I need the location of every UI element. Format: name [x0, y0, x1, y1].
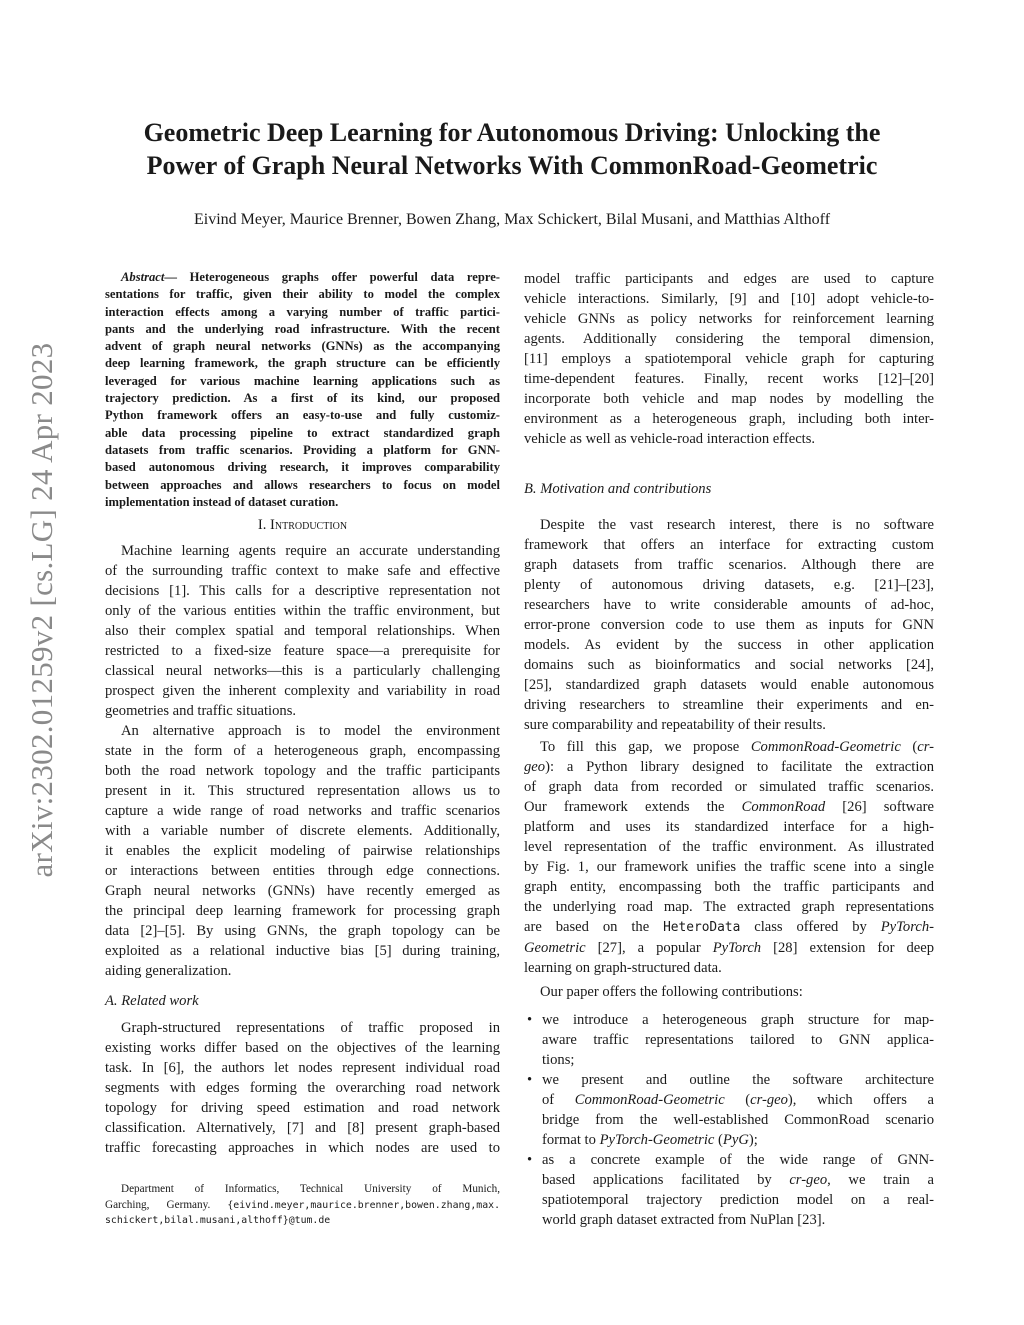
text-line: [105, 390, 500, 407]
text-line: [105, 781, 500, 801]
related-work-continued: [524, 269, 934, 449]
text-span: vehicle GNNs as policy networks for reinforcement learning: [524, 311, 934, 327]
text-line: [524, 555, 934, 575]
text-span: sure comparability and repeatability of their results.: [524, 717, 826, 733]
contribution-item: [524, 1150, 934, 1230]
motivation-body: [524, 515, 934, 1002]
text-span: plenty of autonomous driving datasets, e.g. [21]–[23],: [524, 577, 934, 593]
text-span: datasets from traffic scenarios. Providing a platform for GNN-: [105, 442, 500, 457]
text-span: of the surrounding traffic context to make safe and effective: [105, 563, 500, 579]
text-span: able data processing pipeline to extract standardized graph: [105, 425, 500, 440]
bullet-icon: •: [527, 1072, 533, 1088]
contributions-list: [524, 1010, 934, 1230]
text-line: [524, 817, 934, 837]
text-span: segments with edges forming the overarching road network: [105, 1080, 500, 1096]
text-line: [524, 695, 934, 715]
text-span: );: [748, 1132, 758, 1148]
text-line: [524, 982, 934, 1002]
text-span: spatiotemporal trajectory prediction model on a real-: [542, 1192, 934, 1208]
subsection-heading-related-work: A. Related work: [105, 993, 199, 1009]
text-line: [105, 1118, 500, 1138]
text-line: [105, 459, 500, 476]
text-line: [105, 721, 500, 741]
text-span: incorporate both vehicle and map nodes by modelling the: [524, 391, 934, 407]
text-line: [105, 1078, 500, 1098]
abstract: [105, 269, 500, 511]
text-line: [524, 777, 934, 797]
text-span: also their complex spatial and temporal relationships. When: [105, 623, 500, 639]
text-line: [105, 941, 500, 961]
text-span: ): a Python library designed to facilitate the extraction: [545, 759, 934, 775]
text-span: — Heterogeneous graphs offer powerful data repre-: [164, 270, 500, 284]
text-line: [524, 389, 934, 409]
related-work-paragraph: [105, 1018, 500, 1158]
text-span: of: [542, 1092, 575, 1108]
text-span: cr-: [917, 739, 934, 755]
item-text: [542, 1150, 934, 1230]
text-line: [542, 1210, 934, 1230]
text-line: [105, 541, 500, 561]
text-line: [105, 881, 500, 901]
text-line: [524, 615, 934, 635]
text-span: graph entity, encompassing both the traffic participants and: [524, 879, 934, 895]
text-line: [105, 921, 500, 941]
text-line: [524, 575, 934, 595]
paragraph: [524, 515, 934, 735]
text-span: (: [714, 1132, 723, 1148]
text-span: Machine learning agents require an accurate understanding: [121, 543, 500, 559]
text-span: [11] employs a spatiotemporal vehicle graph for capturing: [524, 351, 934, 367]
text-line: [105, 1182, 500, 1198]
text-span: sentations for traffic, given their ability to model the complex: [105, 287, 500, 302]
paper-title: [0, 116, 1024, 182]
text-span: bridge from the well-established CommonRoad scenario: [542, 1112, 934, 1128]
title-line: Power of Graph Neural Networks With CommonRoad-Geometric: [146, 151, 878, 180]
text-line: [524, 958, 934, 978]
text-span: Despite the vast research interest, there is no software: [540, 517, 934, 533]
text-line: [105, 1138, 500, 1158]
text-span: of graph data from recorded or simulated traffic scenarios.: [524, 779, 934, 795]
text-line: [524, 675, 934, 695]
text-span: only of the various entities within the traffic environment, but: [105, 603, 500, 619]
text-line: [542, 1110, 934, 1130]
text-span: agents. Additionally considering the temporal dimension,: [524, 331, 934, 347]
text-span: are based on the: [524, 919, 664, 935]
text-line: [105, 286, 500, 303]
text-line: [105, 841, 500, 861]
text-span: between approaches and allows researchers to focus on model: [105, 477, 500, 492]
text-line: [105, 1058, 500, 1078]
heading-text: I. Introduction: [257, 517, 348, 533]
text-span: CommonRoad: [741, 799, 826, 815]
text-line: [105, 304, 500, 321]
text-line: [542, 1070, 934, 1090]
text-span: Graph neural networks (GNNs) have recently emerged as: [105, 883, 500, 899]
text-span: data [2]–[5]. By using GNNs, the graph topology can be: [105, 923, 500, 939]
contribution-item: [524, 1010, 934, 1070]
subsection-heading-motivation: B. Motivation and contributions: [524, 481, 712, 497]
text-span: prospect given the inherent complexity and variability in road: [105, 683, 500, 699]
text-span: tions;: [542, 1052, 575, 1068]
text-span: implementation instead of dataset curation.: [105, 494, 339, 509]
text-span: interaction effects among a varying number of traffic partici-: [105, 304, 500, 319]
text-span: Geometric: [524, 940, 586, 956]
text-line: [524, 737, 934, 757]
text-line: [105, 1098, 500, 1118]
text-span: the underlying road map. The extracted graph representations: [524, 899, 934, 915]
text-line: [105, 561, 500, 581]
paragraph: [105, 541, 500, 721]
text-span: Department of Informatics, Technical University of Munich,: [121, 1183, 500, 1195]
text-line: [524, 595, 934, 615]
text-line: [524, 877, 934, 897]
text-span: advent of graph neural networks (GNNs) as the accompanying: [105, 339, 500, 354]
text-line: [105, 338, 500, 355]
text-line: [105, 355, 500, 372]
text-span: aware traffic representations tailored to GNN applica-: [542, 1032, 934, 1048]
text-line: [105, 1198, 500, 1214]
text-span: time-dependent features. Finally, recent works [12]–[20]: [524, 371, 934, 387]
text-line: [105, 741, 500, 761]
text-line: [105, 425, 500, 442]
text-line: [524, 515, 934, 535]
text-span: based autonomous driving research, it improves comparability: [105, 460, 500, 475]
text-span: format to: [542, 1132, 600, 1148]
text-span: we introduce a heterogeneous graph structure for map-: [542, 1012, 934, 1028]
text-span: class offered by: [740, 919, 881, 935]
text-span: cr-geo: [750, 1092, 788, 1108]
text-span: as a concrete example of the wide range of GNN-: [542, 1152, 934, 1168]
text-span: PyTorch: [712, 940, 762, 956]
text-line: [105, 661, 500, 681]
text-span: graph datasets from traffic scenarios. Although there are: [524, 557, 934, 573]
text-span: classical neural networks—this is a particularly challenging: [105, 663, 500, 679]
text-span: HeteroData: [663, 920, 741, 935]
text-line: [524, 309, 934, 329]
text-span: platform and uses its standardized interface for a high-: [524, 819, 934, 835]
text-span: ), which offers a: [787, 1092, 934, 1108]
text-span: state in the form of a heterogeneous graph, encompassing: [105, 743, 500, 759]
text-span: PyTorch-: [880, 919, 934, 935]
text-span: PyTorch-Geometric: [599, 1132, 715, 1148]
text-line: [105, 494, 500, 511]
affiliation-footnote: [105, 1182, 500, 1229]
contribution-item: [524, 1070, 934, 1150]
text-line: [542, 1090, 934, 1110]
text-span: geometries and traffic situations.: [105, 703, 297, 719]
arxiv-identifier-stamp: arXiv:2302.01259v2 [cs.LG] 24 Apr 2023: [24, 342, 59, 878]
text-line: [105, 641, 500, 661]
text-span: based applications facilitated by: [542, 1172, 790, 1188]
text-line: [105, 269, 500, 286]
text-span: classification. Alternatively, [7] and [8] present graph-based: [105, 1120, 500, 1136]
text-span: [26] software: [825, 799, 934, 815]
text-span: leveraged for various machine learning applications such as: [105, 373, 500, 388]
text-line: [105, 581, 500, 601]
text-line: [524, 269, 934, 289]
text-span: or interactions between entities through edge connections.: [105, 863, 500, 879]
text-span: Python framework offers an easy-to-use and fully customiz-: [105, 408, 500, 423]
text-span: world graph dataset extracted from NuPlan [23].: [542, 1212, 826, 1228]
text-line: [524, 349, 934, 369]
text-line: [105, 901, 500, 921]
text-span: (: [724, 1092, 751, 1108]
text-span: existing works differ based on the objectives of the learning: [105, 1040, 500, 1056]
author-list: Eivind Meyer, Maurice Brenner, Bowen Zhang, Max Schickert, Bilal Musani, and Matthias Althoff: [193, 211, 831, 228]
text-span: aiding generalization.: [105, 963, 232, 979]
text-span: An alternative approach is to model the environment: [121, 723, 500, 739]
section-heading-introduction: [105, 517, 500, 534]
text-span: both the road network topology and the traffic participants: [105, 763, 500, 779]
text-span: Our framework extends the: [524, 799, 742, 815]
text-line: [105, 442, 500, 459]
text-line: [105, 1213, 500, 1229]
text-line: [105, 681, 500, 701]
text-span: Graph-structured representations of traffic proposed in: [121, 1020, 500, 1036]
text-span: by Fig. 1, our framework unifies the traffic scene into a single: [524, 859, 934, 875]
text-span: vehicle interactions. Similarly, [9] and [10] adopt vehicle-to-: [524, 291, 934, 307]
text-span: pants and the underlying road infrastructure. With the recent: [105, 321, 500, 336]
text-span: [27], a popular: [585, 940, 713, 956]
paragraph: [524, 982, 934, 1002]
text-span: CommonRoad-Geometric: [574, 1092, 725, 1108]
text-line: [105, 621, 500, 641]
text-span: cr-geo: [789, 1172, 828, 1188]
text-span: capture a wide range of road networks and traffic scenarios: [105, 803, 500, 819]
text-line: [524, 635, 934, 655]
text-span: task. In [6], the authors let nodes represent individual road: [105, 1060, 500, 1076]
text-line: [542, 1050, 934, 1070]
text-span: [25], standardized graph datasets would enable autonomous: [524, 677, 934, 693]
text-line: [524, 757, 934, 777]
paragraph: [105, 721, 500, 981]
text-line: [542, 1130, 934, 1150]
text-line: [105, 821, 500, 841]
text-span: error-prone conversion code to use them as inputs for GNN: [524, 617, 934, 633]
text-line: [105, 1038, 500, 1058]
text-span: present in it. This structured representation allows us to: [105, 783, 500, 799]
text-span: geo: [524, 759, 546, 775]
text-span: restricted to a fixed-size feature space—a prerequisite for: [105, 643, 500, 659]
text-span: To fill this gap, we propose: [540, 739, 751, 755]
text-line: [524, 857, 934, 877]
text-span: the principal deep learning framework for processing graph: [105, 903, 500, 919]
text-line: [524, 369, 934, 389]
text-line: [542, 1150, 934, 1170]
text-line: [542, 1010, 934, 1030]
text-span: topology for driving speed estimation and road network: [105, 1100, 500, 1116]
text-line: [524, 429, 934, 449]
introduction-body: [105, 541, 500, 981]
text-line: [105, 861, 500, 881]
text-span: CommonRoad-Geometric: [750, 739, 901, 755]
text-line: [524, 655, 934, 675]
text-line: [524, 535, 934, 555]
item-text: [542, 1010, 934, 1070]
text-line: [105, 407, 500, 424]
text-span: level representation of the traffic environment. As illustrated: [524, 839, 934, 855]
text-span: learning on graph-structured data.: [524, 960, 722, 976]
text-line: [542, 1170, 934, 1190]
text-line: [105, 801, 500, 821]
text-line: [524, 897, 934, 917]
text-span: exploited as a relational inductive bias [5] during training,: [105, 943, 500, 959]
text-span: deep learning framework, the graph structure can be efficiently: [105, 356, 500, 371]
text-line: [524, 329, 934, 349]
text-span: [28] extension for deep: [761, 940, 934, 956]
text-line: [105, 761, 500, 781]
text-line: [105, 477, 500, 494]
text-line: [105, 373, 500, 390]
text-span: {eivind.meyer,maurice.brenner,bowen.zhang,max.: [227, 1199, 500, 1211]
text-span: Our paper offers the following contributions:: [540, 984, 803, 1000]
text-line: [524, 917, 934, 938]
text-span: trajectory prediction. As a first of its kind, our proposed: [105, 391, 500, 406]
text-line: [542, 1190, 934, 1210]
text-line: [524, 938, 934, 958]
text-span: , we train a: [827, 1172, 934, 1188]
text-span: vehicle as well as vehicle-road interaction effects.: [524, 431, 816, 447]
text-span: driving researchers to streamline their experiments and en-: [524, 697, 934, 713]
item-text: [542, 1070, 934, 1150]
bullet-icon: •: [527, 1012, 533, 1028]
text-line: [524, 797, 934, 817]
text-span: domains such as bioinformatics and social networks [24],: [524, 657, 934, 673]
text-line: [524, 715, 934, 735]
text-span: with a variable number of discrete elements. Additionally,: [105, 823, 500, 839]
bullet-icon: •: [527, 1152, 533, 1168]
text-span: traffic forecasting approaches in which nodes are used to: [105, 1140, 500, 1156]
text-line: [105, 321, 500, 338]
title-line: Geometric Deep Learning for Autonomous Driving: Unlocking the: [143, 118, 881, 147]
text-span: schickert,bilal.musani,althoff}@tum.de: [105, 1215, 331, 1227]
text-span: researchers have to write considerable amounts of ad-hoc,: [524, 597, 934, 613]
text-line: [105, 1018, 500, 1038]
text-line: [105, 601, 500, 621]
text-span: framework that offers an interface for extracting custom: [524, 537, 934, 553]
text-span: environment as a heterogeneous graph, including both inter-: [524, 411, 934, 427]
text-span: Abstract: [121, 270, 165, 284]
text-span: we present and outline the software architecture: [542, 1072, 934, 1088]
text-span: (: [900, 739, 918, 755]
text-line: [105, 701, 500, 721]
text-span: it enables the explicit modeling of pairwise relationships: [105, 843, 500, 859]
paragraph: [524, 737, 934, 978]
text-span: PyG: [722, 1132, 749, 1148]
text-span: models. As evident by the success in other application: [524, 637, 934, 653]
text-span: decisions [1]. This calls for a descriptive representation not: [105, 583, 500, 599]
text-line: [524, 837, 934, 857]
text-line: [542, 1030, 934, 1050]
text-line: [105, 961, 500, 981]
text-line: [524, 289, 934, 309]
text-span: Garching, Germany.: [105, 1198, 228, 1211]
text-line: [524, 409, 934, 429]
text-span: model traffic participants and edges are used to capture: [524, 271, 934, 287]
